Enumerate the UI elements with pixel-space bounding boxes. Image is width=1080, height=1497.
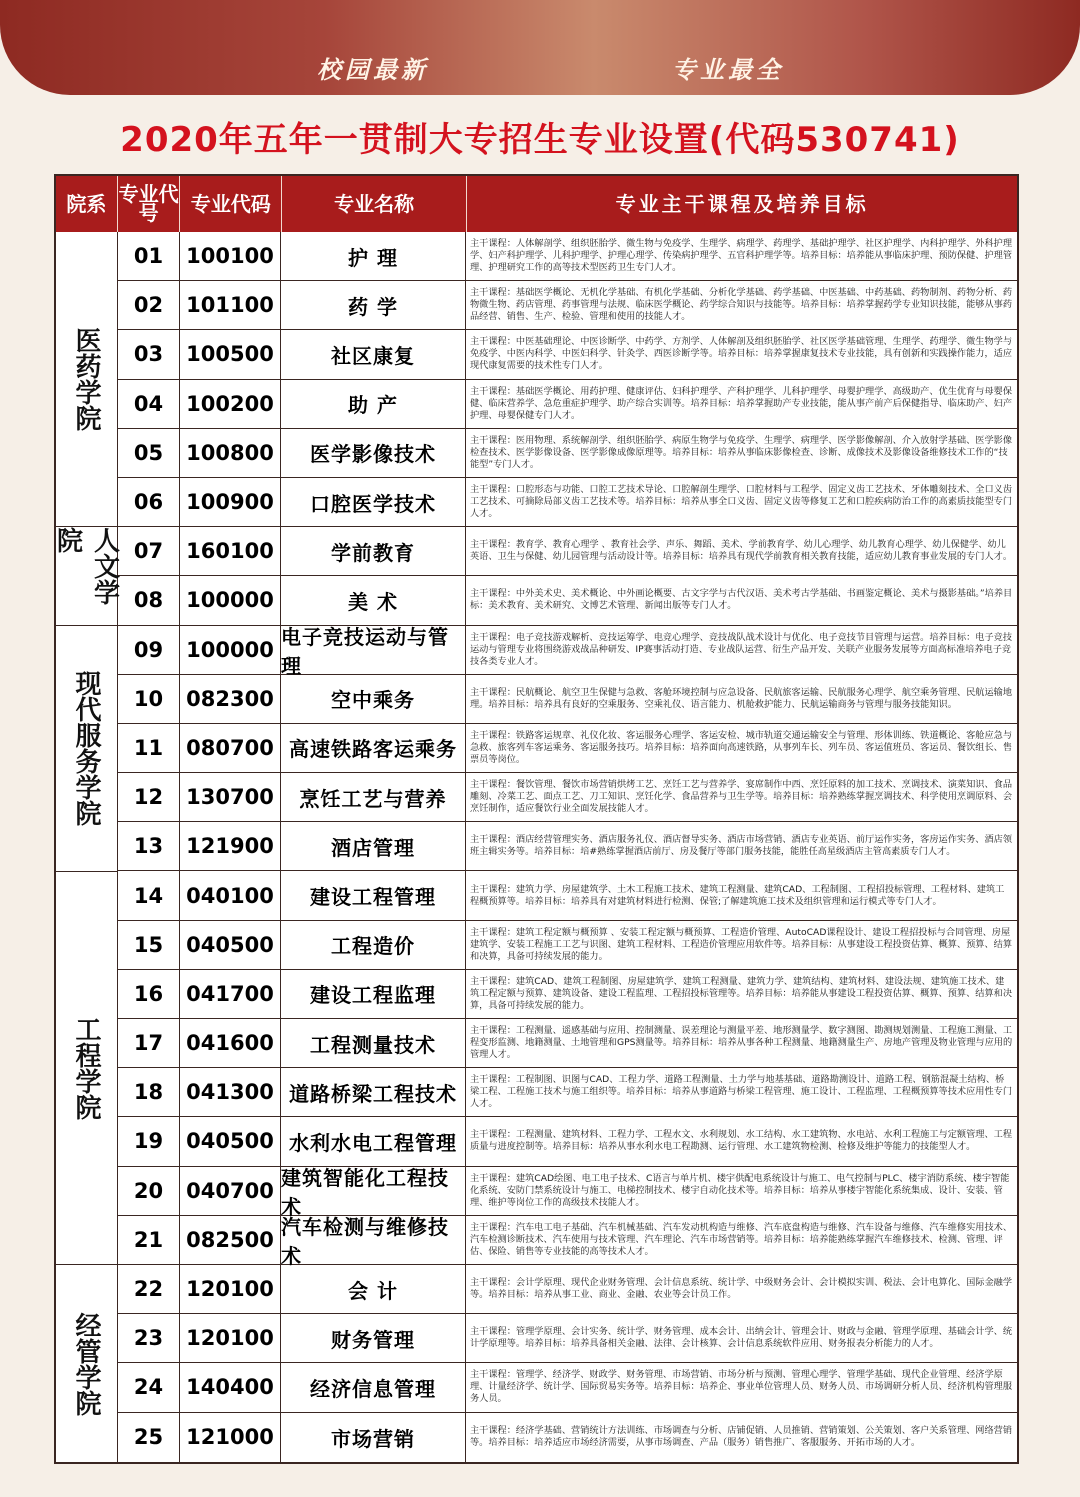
major-number: 01 — [118, 232, 180, 280]
major-code: 040500 — [180, 1117, 281, 1165]
major-number: 03 — [118, 330, 180, 378]
major-number: 15 — [118, 921, 180, 969]
major-number: 12 — [118, 773, 180, 821]
major-description: 主干课程：工程测量、建筑材料、工程力学、工程水文、水利规划、水工结构、水工建筑物、水电站、水利工程施工与定额管理、工程质量与进度控制等。培养目标：培养从事水利水电工程勘测、运行管理、水工建筑物检测、检修及维护等能力的技能型人才。 — [470, 1129, 1013, 1153]
major-code: 082500 — [180, 1216, 281, 1264]
table-row — [118, 576, 1017, 625]
major-code: 121000 — [180, 1413, 281, 1462]
major-description: 主干课程：工程测量、遥感基础与应用、控制测量、误差理论与测量平差、地形测量学、数字测图、勘测规划测量、工程施工测量、工程变形监测、地籍测量、土地管理和GPS测量等。培养目标：培养从事各种工程测量、地籍测量生产、房地产管理及物业管理与应用的管理人才。 — [470, 1025, 1013, 1061]
major-number: 22 — [118, 1265, 180, 1313]
major-code: 120100 — [180, 1265, 281, 1313]
table-row — [118, 1019, 1017, 1068]
department-cell — [56, 626, 117, 872]
major-description: 主干课程：口腔形态与功能、口腔工艺技术导论、口腔解剖生理学、口腔材料与工程学、固定义齿工艺技术、牙体雕刻技术、全口义齿工艺技术、可摘除局部义齿工艺技术等。培养目标：培养从事全口义齿、固定义齿等修复工艺和口腔疾病防治工作的高素质技能型专门人才。 — [470, 484, 1013, 520]
major-code: 100500 — [180, 330, 281, 378]
major-name: 烹饪工艺与营养 — [281, 773, 466, 821]
table-row — [118, 1068, 1017, 1117]
major-code: 100100 — [180, 232, 281, 280]
major-description: 主干课程：经济学基础、营销统计方法训练、市场调查与分析、店铺促销、人员推销、营销策划、公关策划、客户关系管理、网络营销等。培养目标：培养适应市场经济需要，从事市场调查、产品（服务）销售推广、客服服务、开拓市场的人才。 — [470, 1425, 1013, 1449]
major-name: 酒店管理 — [281, 822, 466, 870]
page-title: 2020年五年一贯制大专招生专业设置(代码530741) — [120, 120, 960, 160]
major-code: 080700 — [180, 724, 281, 772]
major-description: 主干课程：餐饮管理、餐饮市场营销烘烤工艺、烹饪工艺与营养学、宴席制作中西、烹饪原料的加工技术、烹调技术、演菜知识、食品雕刻、冷菜工艺、面点工艺、刀工知识、烹饪化学、食品营养与卫生学等。培养目标：培养熟练掌握烹调技术、科学使用烹调原料、会烹饪制作，适应餐饮行业全面发展技能人才。 — [470, 779, 1013, 815]
major-description: 主干课程：铁路客运规章、礼仪化妆、客运服务心理学、客运安检、城市轨道交通运输安全与管理、形体训练、铁道概论、客舱应急与急救、旅客列车客运乘务、客运服务技巧。培养目标：培养面向高速铁路，从事列车长、列车员、客运值班员、客运员、餐饮组长、售票员等岗位。 — [470, 729, 1013, 765]
table-row — [118, 527, 1017, 576]
table-row — [118, 478, 1017, 527]
major-description: 主干课程：中医基础理论、中医诊断学、中药学、方剂学、人体解剖及组织胚胎学、社区医学基础管理、生理学、药理学、微生物学与免疫学、中医内科学、中医妇科学、针灸学、西医诊断学等。培养目标：培养掌握康复技术专业技能，具有创新和实践操作能力，适应现代康复需要的技术性专门人才。 — [470, 336, 1013, 372]
left-slogan: 校园最新 — [317, 55, 429, 84]
major-code: 040700 — [180, 1167, 281, 1215]
table-row — [118, 380, 1017, 429]
major-name: 财务管理 — [281, 1314, 466, 1362]
table-row — [118, 330, 1017, 379]
major-number: 02 — [118, 281, 180, 329]
major-code: 100000 — [180, 626, 281, 674]
table-row — [118, 1165, 1017, 1219]
major-name: 建筑智能化工程技术 — [281, 1167, 466, 1215]
major-number: 05 — [118, 429, 180, 477]
major-name: 医学影像技术 — [281, 429, 466, 477]
major-number: 23 — [118, 1314, 180, 1362]
table-body — [52, 232, 1017, 1462]
major-name: 电子竞技运动与管理 — [281, 626, 466, 674]
major-name: 经济信息管理 — [281, 1363, 466, 1411]
major-name: 口腔医学技术 — [281, 478, 466, 526]
major-description: 主干课程：建筑力学、房屋建筑学、土木工程施工技术、建筑工程测量、建筑CAD、工程制图、工程招投标管理、工程材料、建筑工程概预算等。培养目标：培养具有对建筑材料进行检测、保管;了解建筑施工技术及组织管理和运行模式等专门人才。 — [470, 883, 1005, 907]
major-description: 主干课程：会计学原理、现代企业财务管理、会计信息系统、统计学、中级财务会计、会计模拟实训、税法、会计电算化、国际金融学等。培养目标：培养从事工业、商业、金融、农业等会计员工作。 — [470, 1277, 1013, 1301]
table-row — [118, 822, 1017, 871]
major-description: 主干课程：汽车电工电子基础、汽车机械基础、汽车发动机构造与维修、汽车底盘构造与维修、汽车设备与维修、汽车维修实用技术、汽车检测诊断技术、汽车使用与技术管理、汽车理论、汽车市场营销等。培养目标：培养能熟练掌握汽车维修技术、检测、管理、评估、保险、销售等专业技能的高等技术人才。 — [470, 1221, 1013, 1257]
department-cell — [56, 872, 117, 1266]
major-description: 主干课程：医用物理、系统解剖学、组织胚胎学、病原生物学与免疫学、生理学、病理学、医学影像解剖、介入放射学基础、医学影像检查技术、医学影像设备、医学影像成像原理等。培养目标：培养从事临床影像检查、诊断、成像技术及影像设备维修技术工作的“技能型”专门人才。 — [470, 434, 1013, 470]
major-description: 主干课程：民航概论、航空卫生保健与急救、客舱环境控制与应急设备、民航旅客运输、民航服务心理学、航空乘务管理、民航运输地理。培养目标：培养具有良好的空乘服务、空乘礼仪、语言能力、机舱救护能力、民航运输商务与管理与服务技能知识。 — [470, 686, 1013, 710]
department-cell — [52, 527, 120, 625]
major-description: 主干课程：基础医学概论、无机化学基础、有机化学基础、分析化学基础、药学基础、中医基础、中药基础、药物制剂、药物分析、药物微生物、药店管理、药事管理与法规、临床医学概论、药学综合知识与技能等。培养目标：培养掌握药学专业知识技能，能够从事药品经营、销售、生产、检验、管理和使用的技能人才。 — [470, 287, 1013, 323]
table-row — [118, 1265, 1017, 1314]
table-row — [118, 970, 1017, 1019]
department-column — [52, 232, 120, 1462]
major-code: 041700 — [180, 970, 281, 1018]
major-name: 药 学 — [281, 281, 466, 329]
major-number: 16 — [118, 970, 180, 1018]
major-description: 主干课程：基础医学概论、用药护理、健康评估、妇科护理学、产科护理学、儿科护理学、母婴护理学、高级助产、优生优育与母婴保健、临床营养学、急危重症护理学、助产综合实训等。培养目标：培养掌握助产专业技能，能从事产前产后保健指导、临床助产、妇产护理、母婴保健专门人才。 — [470, 385, 1013, 421]
major-name: 学前教育 — [281, 527, 466, 575]
major-name: 工程测量技术 — [281, 1019, 466, 1067]
major-code: 041600 — [180, 1019, 281, 1067]
major-number: 04 — [118, 380, 180, 428]
right-slogan: 专业最全 — [672, 55, 784, 84]
major-code: 040100 — [180, 871, 281, 919]
header-dept: 院系 — [56, 176, 118, 232]
header-no: 专业代号 — [118, 176, 181, 232]
major-code: 100000 — [180, 576, 281, 624]
major-name: 美 术 — [281, 576, 466, 624]
major-description: 主干课程：电子竞技游戏解析、竞技运筹学、电竞心理学、竞技战队战术设计与优化、电子竞技节目管理与运营。培养目标：电子竞技运动与管理专业将围绕游戏战品种研发、IP赛事活动打造、专业战队运营、衍生产品开发、关联产业服务发展等方面高标准培养电子竞技各类专业人才。 — [470, 631, 1013, 667]
header-code: 专业代码 — [180, 176, 282, 232]
major-code: 120100 — [180, 1314, 281, 1362]
major-number: 17 — [118, 1019, 180, 1067]
major-name: 会 计 — [281, 1265, 466, 1313]
major-code: 140400 — [180, 1363, 281, 1411]
rows-column — [118, 232, 1017, 1462]
department-name: 人文学院 — [52, 527, 120, 606]
major-code: 160100 — [180, 527, 281, 575]
major-code: 121900 — [180, 822, 281, 870]
header-desc: 专业主干课程及培养目标 — [615, 191, 869, 216]
major-description: 主干课程：管理学原理、会计实务、统计学、财务管理、成本会计、出纳会计、管理会计、财政与金融、管理学原理、基础会计学、统计学原理等。培养目标：培养具备相关金融、法律、会计核算、会计信息系统软件应用、财务报表分析能力的人才。 — [470, 1326, 1013, 1350]
major-number: 07 — [118, 527, 180, 575]
major-number: 14 — [118, 871, 180, 919]
department-name: 医药学院 — [71, 327, 101, 432]
major-description: 主干课程：建筑工程定额与概预算 、安装工程定额与概预算、工程造价管理、AutoCAD课程设计、建设工程招投标与合同管理、房屋建筑学、安装工程施工工艺与识图、建筑工程材料、工程造价管理应用软件等。培养目标：从事建设工程投资估算、概算、预算、结算和决算，具备可持续发展的能力。 — [470, 926, 1013, 962]
major-code: 100900 — [180, 478, 281, 526]
major-number: 11 — [118, 724, 180, 772]
major-name: 护 理 — [281, 232, 466, 280]
major-name: 建设工程管理 — [281, 871, 466, 919]
major-number: 06 — [118, 478, 180, 526]
department-name: 经管学院 — [71, 1311, 101, 1416]
table-header — [56, 176, 1017, 232]
major-number: 13 — [118, 822, 180, 870]
major-name: 助 产 — [281, 380, 466, 428]
majors-table — [54, 174, 1019, 1464]
major-number: 19 — [118, 1117, 180, 1165]
major-code: 100200 — [180, 380, 281, 428]
table-row — [118, 773, 1017, 822]
table-row — [118, 1363, 1017, 1412]
major-name: 建设工程监理 — [281, 970, 466, 1018]
major-description: 主干课程：建筑CAD、建筑工程制图、房屋建筑学、建筑工程测量、建筑力学、建筑结构、建筑材料、建设法规、建筑施工技术、建筑工程定额与预算、建筑设备、建设工程监理、工程招投标管理等。培养目标：培养能从事建设工程投资估算、概算、预算、结算和决算，具备可持续发展的能力。 — [470, 975, 1013, 1011]
table-row — [118, 724, 1017, 773]
major-number: 10 — [118, 675, 180, 723]
major-number: 24 — [118, 1363, 180, 1411]
major-description: 主干课程：建筑CAD绘图、电工电子技术、C语言与单片机、楼宇供配电系统设计与施工、电气控制与PLC、楼宇消防系统、楼宇智能化系统、安防门禁系统设计与施工、电梯控制技术、楼宇自动化技术等。培养目标：培养从事楼宇智能化系统集成、设计、安装、管理、维护等岗位工作的高级技术技能人才。 — [470, 1172, 1010, 1208]
major-code: 101100 — [180, 281, 281, 329]
table-row — [118, 921, 1017, 970]
major-name: 工程造价 — [281, 921, 466, 969]
major-number: 18 — [118, 1068, 180, 1116]
major-name: 水利水电工程管理 — [281, 1117, 466, 1165]
department-name: 工程学院 — [71, 1015, 101, 1120]
major-description: 主干课程：管理学、经济学、财政学、财务管理、市场营销、市场分析与预测、管理心理学、管理学基础、现代企业管理、经济学原理、计量经济学、统计学、国际贸易实务等。培养目标：培养企、事业单位管理人员、财务人员、市场调研分析人员、经济机构管理服务人员。 — [470, 1369, 1013, 1405]
table-row — [118, 624, 1017, 678]
major-description: 主干课程：工程制图、识图与CAD、工程力学、道路工程测量、土力学与地基基础、道路勘测设计、道路工程、钢筋混凝土结构、桥梁工程、工程施工技术与施工组织等。培养目标：培养从事道路与桥梁工程管理、施工设计、工程监理、工程概预算等技术应用性专门人才。 — [470, 1074, 1013, 1110]
table-row — [118, 1314, 1017, 1363]
major-code: 100800 — [180, 429, 281, 477]
department-cell — [56, 232, 117, 527]
major-description: 主干课程：教育学、教育心理学 、教育社会学、声乐、舞蹈、美术、学前教育学、幼儿心理学、幼儿教育心理学、幼儿保健学、幼儿英语、卫生与保健、幼儿园管理与活动设计等。培养目标：培养具有现代学前教育相关教育技能，适应幼儿教育事业发展的专门人才。 — [470, 539, 1013, 563]
major-number: 20 — [118, 1167, 180, 1215]
major-name: 道路桥梁工程技术 — [281, 1068, 466, 1116]
major-description: 主干课程：人体解剖学、组织胚胎学、微生物与免疫学、生理学、病理学、药理学、基础护理学、社区护理学、内科护理学、外科护理学、妇产科护理学、儿科护理学、护理心理学、传染病护理学、五官科护理学等。培养目标：培养能从事临床护理、预防保健、护理管理、护理研究工作的高等技术型医药卫生专门人才。 — [470, 238, 1013, 274]
table-row — [118, 281, 1017, 330]
table-row — [118, 429, 1017, 478]
major-code: 130700 — [180, 773, 281, 821]
major-name: 社区康复 — [281, 330, 466, 378]
table-row — [118, 871, 1017, 920]
major-number: 09 — [118, 626, 180, 674]
major-name: 高速铁路客运乘务 — [281, 724, 466, 772]
table-row — [118, 232, 1017, 281]
major-number: 25 — [118, 1413, 180, 1462]
department-name: 现代服务学院 — [71, 670, 101, 827]
table-row — [118, 675, 1017, 724]
table-row — [118, 1413, 1017, 1462]
header-name: 专业名称 — [282, 176, 467, 232]
major-name: 市场营销 — [281, 1413, 466, 1462]
major-description: 主干课程：中外美术史、美术概论、中外画论概要、古文字学与古代汉语、美术考古学基础、书画鉴定概论、美术与摄影基础。”培养目标：美术教育、美术研究、文博艺术管理、新闻出版等专门人才。 — [470, 588, 1013, 612]
department-cell — [56, 1265, 117, 1462]
major-name: 空中乘务 — [281, 675, 466, 723]
table-row — [118, 1117, 1017, 1166]
major-name: 汽车检测与维修技术 — [281, 1216, 466, 1264]
major-code: 082300 — [180, 675, 281, 723]
major-description: 主干课程：酒店经营管理实务、酒店服务礼仪、酒店督导实务、酒店市场营销、酒店专业英语、前厅运作实务，客房运作实务、酒店领班主辑实务等。培养目标：培#熟练掌握酒店前厅、房及餐厅等部门服务技能，能胜任高星级酒店主管高素质专门人才。 — [470, 834, 1013, 858]
table-row — [118, 1214, 1017, 1268]
major-number: 21 — [118, 1216, 180, 1264]
major-code: 041300 — [180, 1068, 281, 1116]
top-banner — [0, 0, 1080, 95]
major-code: 040500 — [180, 921, 281, 969]
major-number: 08 — [118, 576, 180, 624]
